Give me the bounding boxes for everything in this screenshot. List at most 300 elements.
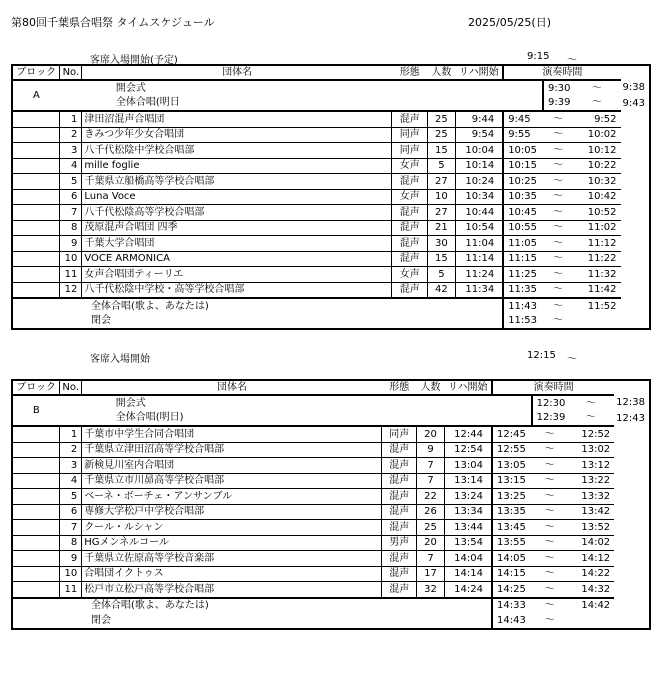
member-count: 7 <box>417 551 445 567</box>
tilde: 〜 <box>532 582 568 598</box>
tilde: 〜 <box>532 535 568 551</box>
rehearsal-time: 13:24 <box>444 489 492 505</box>
rehearsal-time: 10:04 <box>455 143 503 159</box>
end-time <box>573 314 621 330</box>
block-empty-cell <box>12 127 60 143</box>
rehearsal-time: 9:44 <box>455 111 503 127</box>
block-a-open-label: 客席入場開始(予定) <box>90 55 178 66</box>
tilde: 〜 <box>532 442 568 458</box>
table-row <box>12 504 650 520</box>
voice-form: 混声 <box>382 504 417 520</box>
block-empty-cell <box>12 282 60 298</box>
start-time: 14:33 <box>492 598 532 614</box>
tilde: 〜 <box>543 189 573 205</box>
end-time: 12:52 <box>567 426 614 442</box>
voice-form: 混声 <box>382 551 417 567</box>
member-count: 5 <box>428 267 456 283</box>
start-time: 9:55 <box>503 127 543 143</box>
tilde: 〜 <box>532 458 568 474</box>
end-time: 14:12 <box>567 551 614 567</box>
ceremony-name: 開会式 <box>115 82 146 94</box>
group-name: ベーネ・ボーチェ・アンサンブル <box>82 489 382 505</box>
member-count: 42 <box>428 282 456 298</box>
tilde: 〜 <box>543 205 573 221</box>
start-time: 12:55 <box>492 442 532 458</box>
block-empty-cell <box>12 267 60 283</box>
voice-form: 混声 <box>392 220 428 236</box>
ceremony-row <box>12 314 650 330</box>
group-name: 津田沼混声合唱団 <box>82 111 392 127</box>
start-time: 12:39 <box>532 411 568 427</box>
row-number: 5 <box>60 174 82 190</box>
end-time: 10:12 <box>573 143 621 159</box>
group-name: 千葉県立佐原高等学校音楽部 <box>82 551 382 567</box>
member-count: 17 <box>417 566 445 582</box>
end-time: 11:02 <box>573 220 621 236</box>
group-name: 合唱団イクトゥス <box>82 566 382 582</box>
block-empty-cell <box>12 205 60 221</box>
block-empty-cell <box>12 473 60 489</box>
row-number: 5 <box>60 489 82 505</box>
start-time: 12:30 <box>532 395 568 411</box>
tilde: 〜 <box>543 251 573 267</box>
group-name: クール・ルシャン <box>82 520 382 536</box>
voice-form: 混声 <box>392 205 428 221</box>
tilde: 〜 <box>543 127 573 143</box>
group-name: 八千代松陰中学校合唱部 <box>82 143 392 159</box>
header-group: 団体名 <box>82 65 392 80</box>
header-form: 形態 <box>382 380 417 395</box>
row-number: 11 <box>60 267 82 283</box>
end-time: 11:12 <box>573 236 621 252</box>
group-name: きみつ少年少女合唱団 <box>82 127 392 143</box>
tilde: 〜 <box>543 236 573 252</box>
header-group: 団体名 <box>82 380 382 395</box>
member-count: 10 <box>428 189 456 205</box>
header-block: ブロック <box>12 65 60 80</box>
rehearsal-time: 14:14 <box>444 566 492 582</box>
voice-form: 同声 <box>392 127 428 143</box>
member-count: 21 <box>428 220 456 236</box>
table-row <box>12 143 650 159</box>
ceremony-name: 閉会 <box>12 314 503 330</box>
ceremony-row <box>12 298 650 314</box>
start-time: 11:35 <box>503 282 543 298</box>
header-count: 人数 <box>417 380 445 395</box>
end-time: 9:38 <box>622 82 645 94</box>
schedule-table-b <box>11 379 651 630</box>
end-time: 12:38 <box>616 397 645 409</box>
voice-form: 混声 <box>382 582 417 598</box>
table-row <box>12 426 650 442</box>
voice-form: 女声 <box>392 267 428 283</box>
group-name: 千葉県立船橋高等学校合唱部 <box>82 174 392 190</box>
table-row <box>12 205 650 221</box>
start-time: 11:43 <box>503 298 543 314</box>
group-name: Luna Voce <box>82 189 392 205</box>
member-count: 7 <box>417 473 445 489</box>
end-time: 10:22 <box>573 158 621 174</box>
row-number: 1 <box>60 426 82 442</box>
start-time: 11:25 <box>503 267 543 283</box>
block-empty-cell <box>12 551 60 567</box>
group-name: 八千代松陰中学校・高等学校合唱部 <box>82 282 392 298</box>
voice-form: 混声 <box>382 458 417 474</box>
voice-form: 男声 <box>382 535 417 551</box>
block-empty-cell <box>12 251 60 267</box>
end-time: 11:52 <box>573 298 621 314</box>
voice-form: 混声 <box>392 111 428 127</box>
tilde: 〜 <box>543 158 573 174</box>
page-title: 第80回千葉県合唱祭 タイムスケジュール <box>11 16 215 29</box>
group-name: 千葉大学合唱団 <box>82 236 392 252</box>
group-name: 新検見川室内合唱団 <box>82 458 382 474</box>
schedule-table-a <box>11 64 651 330</box>
rehearsal-time: 11:14 <box>455 251 503 267</box>
rehearsal-time: 12:54 <box>444 442 492 458</box>
end-time: 9:43 <box>622 97 645 109</box>
tilde: 〜 <box>543 282 573 298</box>
end-time: 14:02 <box>567 535 614 551</box>
table-row <box>12 158 650 174</box>
row-number: 10 <box>60 566 82 582</box>
block-empty-cell <box>12 458 60 474</box>
rehearsal-time: 10:24 <box>455 174 503 190</box>
start-time: 9:45 <box>503 111 543 127</box>
row-number: 2 <box>60 442 82 458</box>
block-empty-cell <box>12 426 60 442</box>
group-name: 専修大学松戸中学校合唱部 <box>82 504 382 520</box>
voice-form: 混声 <box>382 566 417 582</box>
end-time: 11:22 <box>573 251 621 267</box>
end-time: 13:52 <box>567 520 614 536</box>
table-row <box>12 174 650 190</box>
end-time: 9:52 <box>573 111 621 127</box>
row-number: 3 <box>60 458 82 474</box>
member-count: 25 <box>428 111 456 127</box>
start-time: 13:45 <box>492 520 532 536</box>
start-time: 14:43 <box>492 613 532 629</box>
table-row <box>12 442 650 458</box>
tilde: 〜 <box>543 111 573 127</box>
spacer <box>503 80 543 96</box>
tilde: 〜 <box>543 267 573 283</box>
tilde: 〜 <box>543 143 573 159</box>
voice-form: 同声 <box>392 143 428 159</box>
header-performance: 演奏時間 <box>503 65 620 80</box>
tilde: 〜 <box>544 614 555 626</box>
row-number: 8 <box>60 535 82 551</box>
end-time: 14:22 <box>567 566 614 582</box>
row-number: 9 <box>60 236 82 252</box>
row-number: 2 <box>60 127 82 143</box>
block-b-open-line <box>11 350 636 363</box>
block-empty-cell <box>12 189 60 205</box>
group-name: 千葉県立市川昴高等学校合唱部 <box>82 473 382 489</box>
rehearsal-time: 13:44 <box>444 520 492 536</box>
group-name: 女声合唱団ティーリエ <box>82 267 392 283</box>
table-row <box>12 220 650 236</box>
voice-form: 混声 <box>392 236 428 252</box>
voice-form: 混声 <box>382 442 417 458</box>
row-number: 3 <box>60 143 82 159</box>
table-row <box>12 282 650 298</box>
ceremony-row <box>12 411 650 427</box>
rehearsal-time: 11:34 <box>455 282 503 298</box>
row-number: 9 <box>60 551 82 567</box>
table-row <box>12 458 650 474</box>
group-name: HGメンネルコール <box>82 535 382 551</box>
block-empty-cell <box>12 582 60 598</box>
table-row <box>12 489 650 505</box>
ceremony-name: 全体合唱(明日 <box>115 97 180 109</box>
row-number: 7 <box>60 520 82 536</box>
voice-form: 混声 <box>382 473 417 489</box>
table-row <box>12 236 650 252</box>
member-count: 25 <box>428 127 456 143</box>
header-rehearsal: リハ開始 <box>455 65 503 80</box>
rehearsal-time: 10:54 <box>455 220 503 236</box>
tilde: 〜 <box>543 174 573 190</box>
tilde: 〜 <box>532 520 568 536</box>
member-count: 26 <box>417 504 445 520</box>
end-time: 14:32 <box>567 582 614 598</box>
rehearsal-time: 14:04 <box>444 551 492 567</box>
block-empty-cell <box>12 236 60 252</box>
rehearsal-time: 14:24 <box>444 582 492 598</box>
member-count: 32 <box>417 582 445 598</box>
tilde: 〜 <box>532 489 568 505</box>
ceremony-name: 全体合唱(歌よ、あなたは) <box>12 298 503 314</box>
end-time: 13:32 <box>567 489 614 505</box>
tilde: 〜 <box>532 426 568 442</box>
member-count: 15 <box>428 143 456 159</box>
end-time: 10:02 <box>573 127 621 143</box>
table-row <box>12 267 650 283</box>
start-time: 11:53 <box>503 314 543 330</box>
start-time: 14:05 <box>492 551 532 567</box>
end-time: 13:02 <box>567 442 614 458</box>
row-number: 6 <box>60 189 82 205</box>
rehearsal-time: 12:44 <box>444 426 492 442</box>
rehearsal-time: 13:04 <box>444 458 492 474</box>
start-time: 14:15 <box>492 566 532 582</box>
header-no: No. <box>60 65 82 80</box>
row-number: 6 <box>60 504 82 520</box>
member-count: 7 <box>417 458 445 474</box>
voice-form: 女声 <box>392 189 428 205</box>
ceremony-name: 閉会 <box>12 613 492 629</box>
group-name: 千葉市中学生合同合唱団 <box>82 426 382 442</box>
block-a-open-time: 9:15 <box>527 51 550 62</box>
rehearsal-time: 11:04 <box>455 236 503 252</box>
start-time: 10:45 <box>503 205 543 221</box>
row-number: 12 <box>60 282 82 298</box>
rehearsal-time: 10:34 <box>455 189 503 205</box>
header-form: 形態 <box>392 65 428 80</box>
tilde: 〜 <box>591 97 602 109</box>
tilde: 〜 <box>532 566 568 582</box>
member-count: 15 <box>428 251 456 267</box>
row-number: 4 <box>60 473 82 489</box>
ceremony-row <box>12 613 650 629</box>
tilde: 〜 <box>585 412 596 424</box>
group-name: VOCE ARMONICA <box>82 251 392 267</box>
member-count: 9 <box>417 442 445 458</box>
header-no: No. <box>60 380 82 395</box>
group-name: 茂原混声合唱団 四季 <box>82 220 392 236</box>
member-count: 27 <box>428 205 456 221</box>
member-count: 25 <box>417 520 445 536</box>
end-time: 13:42 <box>567 504 614 520</box>
voice-form: 混声 <box>382 520 417 536</box>
tilde: 〜 <box>532 551 568 567</box>
member-count: 27 <box>428 174 456 190</box>
block-b-open-label: 客席入場開始 <box>90 354 150 365</box>
rehearsal-time: 13:34 <box>444 504 492 520</box>
start-time: 11:15 <box>503 251 543 267</box>
start-time: 10:25 <box>503 174 543 190</box>
block-empty-cell <box>12 158 60 174</box>
group-name: 千葉県立津田沼高等学校合唱部 <box>82 442 382 458</box>
tilde: 〜 <box>532 598 568 614</box>
table-row <box>12 473 650 489</box>
member-count: 5 <box>428 158 456 174</box>
end-time: 14:42 <box>567 598 614 614</box>
end-time: 10:42 <box>573 189 621 205</box>
rehearsal-time: 10:14 <box>455 158 503 174</box>
ceremony-row <box>12 395 650 411</box>
start-time: 9:30 <box>543 80 573 96</box>
start-time: 13:55 <box>492 535 532 551</box>
block-empty-cell <box>12 489 60 505</box>
table-row <box>12 520 650 536</box>
start-time: 10:55 <box>503 220 543 236</box>
table-row <box>12 189 650 205</box>
end-time: 10:32 <box>573 174 621 190</box>
rehearsal-time: 13:54 <box>444 535 492 551</box>
start-time: 13:05 <box>492 458 532 474</box>
end-time: 11:42 <box>573 282 621 298</box>
tilde: 〜 <box>567 55 577 66</box>
spacer <box>503 96 543 112</box>
ceremony-name: 全体合唱(歌よ、あなたは) <box>12 598 492 614</box>
spacer <box>492 395 532 411</box>
start-time: 13:15 <box>492 473 532 489</box>
tilde: 〜 <box>532 504 568 520</box>
start-time: 10:35 <box>503 189 543 205</box>
tilde: 〜 <box>543 298 573 314</box>
block-empty-cell <box>12 174 60 190</box>
start-time: 14:25 <box>492 582 532 598</box>
tilde: 〜 <box>567 354 577 365</box>
group-name: 八千代松陰高等学校合唱部 <box>82 205 392 221</box>
tilde: 〜 <box>591 82 602 94</box>
voice-form: 混声 <box>392 282 428 298</box>
block-empty-cell <box>12 504 60 520</box>
member-count: 20 <box>417 426 445 442</box>
ceremony-row <box>12 80 650 96</box>
header-block: ブロック <box>12 380 60 395</box>
block-empty-cell <box>12 520 60 536</box>
group-name: 松戸市立松戸高等学校合唱部 <box>82 582 382 598</box>
ceremony-row <box>12 96 650 112</box>
block-a-open-line <box>11 51 636 64</box>
block-empty-cell <box>12 442 60 458</box>
row-number: 8 <box>60 220 82 236</box>
row-number: 11 <box>60 582 82 598</box>
block-empty-cell <box>12 535 60 551</box>
voice-form: 混声 <box>392 174 428 190</box>
tilde: 〜 <box>543 220 573 236</box>
row-number: 7 <box>60 205 82 221</box>
table-row <box>12 251 650 267</box>
tilde: 〜 <box>532 473 568 489</box>
voice-form: 同声 <box>382 426 417 442</box>
block-b-open-time: 12:15 <box>527 350 556 361</box>
rehearsal-time: 9:54 <box>455 127 503 143</box>
end-time: 13:22 <box>567 473 614 489</box>
start-time: 13:25 <box>492 489 532 505</box>
tilde: 〜 <box>585 397 596 409</box>
member-count: 30 <box>428 236 456 252</box>
voice-form: 女声 <box>392 158 428 174</box>
row-number: 10 <box>60 251 82 267</box>
end-time: 10:52 <box>573 205 621 221</box>
ceremony-name: 開会式 <box>115 397 146 409</box>
voice-form: 混声 <box>382 489 417 505</box>
start-time: 10:15 <box>503 158 543 174</box>
ceremony-name: 全体合唱(明日) <box>115 412 184 424</box>
row-number: 1 <box>60 111 82 127</box>
member-count: 22 <box>417 489 445 505</box>
block-empty-cell <box>12 566 60 582</box>
header-count: 人数 <box>428 65 456 80</box>
block-name: B <box>12 395 60 426</box>
block-empty-cell <box>12 220 60 236</box>
member-count: 20 <box>417 535 445 551</box>
start-time: 12:45 <box>492 426 532 442</box>
start-time: 11:05 <box>503 236 543 252</box>
table-row <box>12 551 650 567</box>
table-row <box>12 566 650 582</box>
header-performance: 演奏時間 <box>492 380 614 395</box>
block-name: A <box>12 80 60 111</box>
end-time <box>567 613 614 629</box>
end-time: 11:32 <box>573 267 621 283</box>
end-time: 12:43 <box>616 412 645 424</box>
spacer <box>492 411 532 427</box>
table-row <box>12 535 650 551</box>
start-time: 13:35 <box>492 504 532 520</box>
rehearsal-time: 13:14 <box>444 473 492 489</box>
block-empty-cell <box>12 111 60 127</box>
table-row <box>12 582 650 598</box>
table-row <box>12 111 650 127</box>
rehearsal-time: 10:44 <box>455 205 503 221</box>
voice-form: 混声 <box>392 251 428 267</box>
table-header <box>12 380 650 395</box>
table-row <box>12 127 650 143</box>
rehearsal-time: 11:24 <box>455 267 503 283</box>
start-time: 10:05 <box>503 143 543 159</box>
row-number: 4 <box>60 158 82 174</box>
ceremony-row <box>12 598 650 614</box>
start-time: 9:39 <box>543 96 573 112</box>
block-empty-cell <box>12 143 60 159</box>
end-time: 13:12 <box>567 458 614 474</box>
group-name: mille foglie <box>82 158 392 174</box>
